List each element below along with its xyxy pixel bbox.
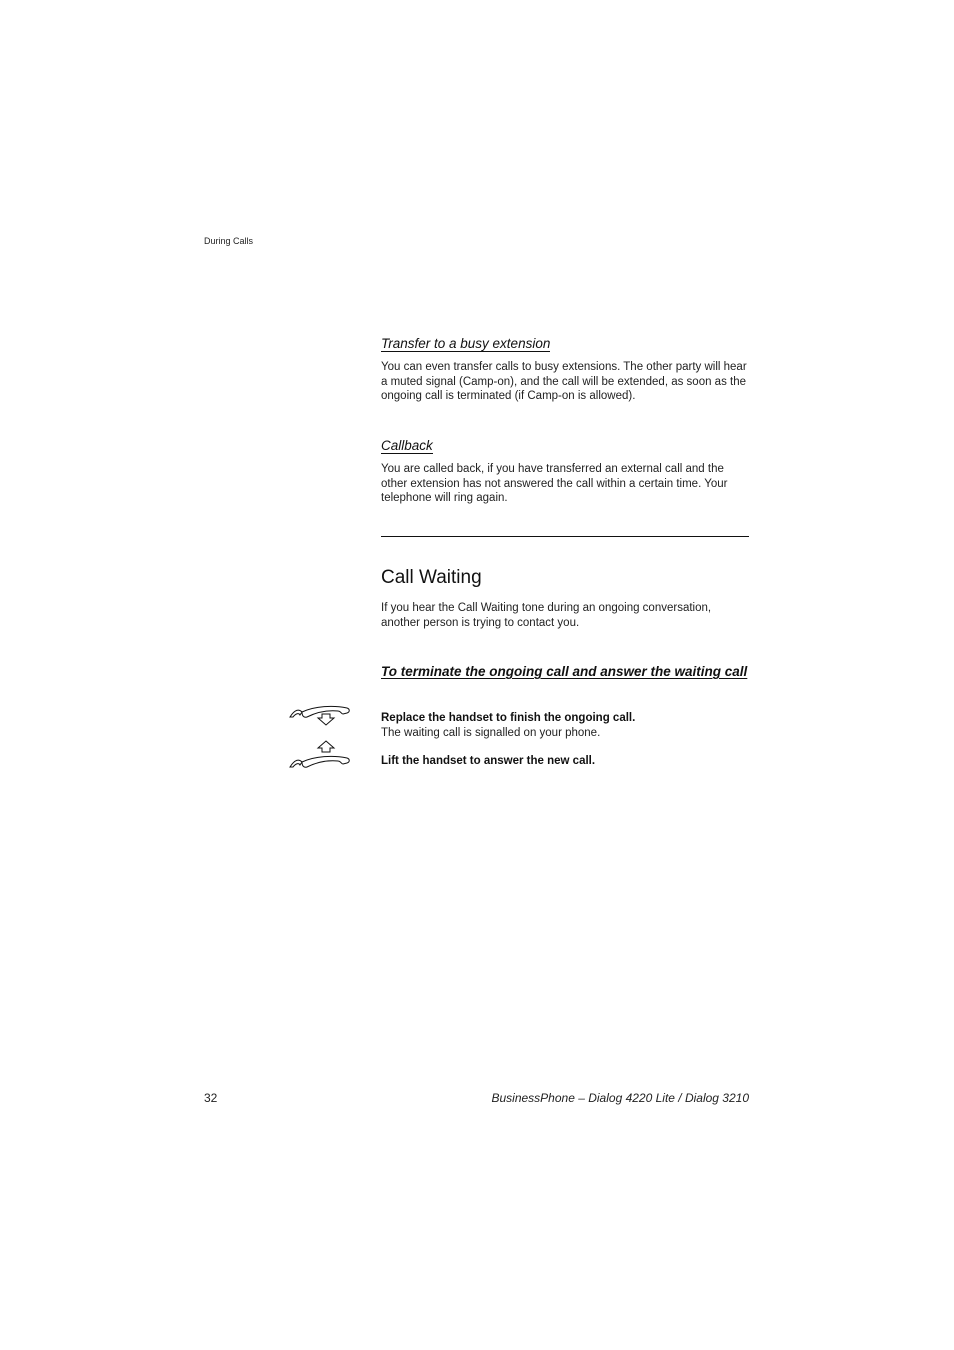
callback-body: You are called back, if you have transferred an external call and the other extension has not answered the call within a certain time. Your telephone will ring again. <box>381 463 728 504</box>
step-lift-instruction: Lift the handset to answer the new call. <box>381 755 596 767</box>
terminate-subheading <box>381 664 751 680</box>
step-replace-note: The waiting call is signalled on your phone. <box>381 726 601 739</box>
transfer-body: You can even transfer calls to busy extensions. The other party will hear a muted signal (Camp-on), and the call will be extended, as soon as the ongoing call is terminated (if Camp-on is allowed). <box>381 361 747 402</box>
transfer-section <box>381 335 749 353</box>
step-replace-handset <box>381 711 751 740</box>
running-header: During Calls <box>204 236 254 246</box>
step-lift-handset <box>381 754 751 769</box>
footer-product-title: BusinessPhone – Dialog 4220 Lite / Dialog 3210 <box>491 1091 749 1105</box>
transfer-heading: Transfer to a busy extension <box>381 336 551 351</box>
terminate-subheading-text: To terminate the ongoing call and answer the waiting call <box>381 664 748 679</box>
call-waiting-body: If you hear the Call Waiting tone during an ongoing conversation, another person is trying to contact you. <box>381 602 712 629</box>
section-divider <box>381 536 749 537</box>
page-number: 32 <box>204 1091 218 1105</box>
handset-replace-icon <box>287 702 353 728</box>
call-waiting-title: Call Waiting <box>381 567 482 588</box>
callback-section <box>381 437 749 455</box>
handset-lift-icon <box>287 739 353 771</box>
step-replace-instruction: Replace the handset to finish the ongoing call. <box>381 712 636 724</box>
callback-heading: Callback <box>381 438 433 453</box>
